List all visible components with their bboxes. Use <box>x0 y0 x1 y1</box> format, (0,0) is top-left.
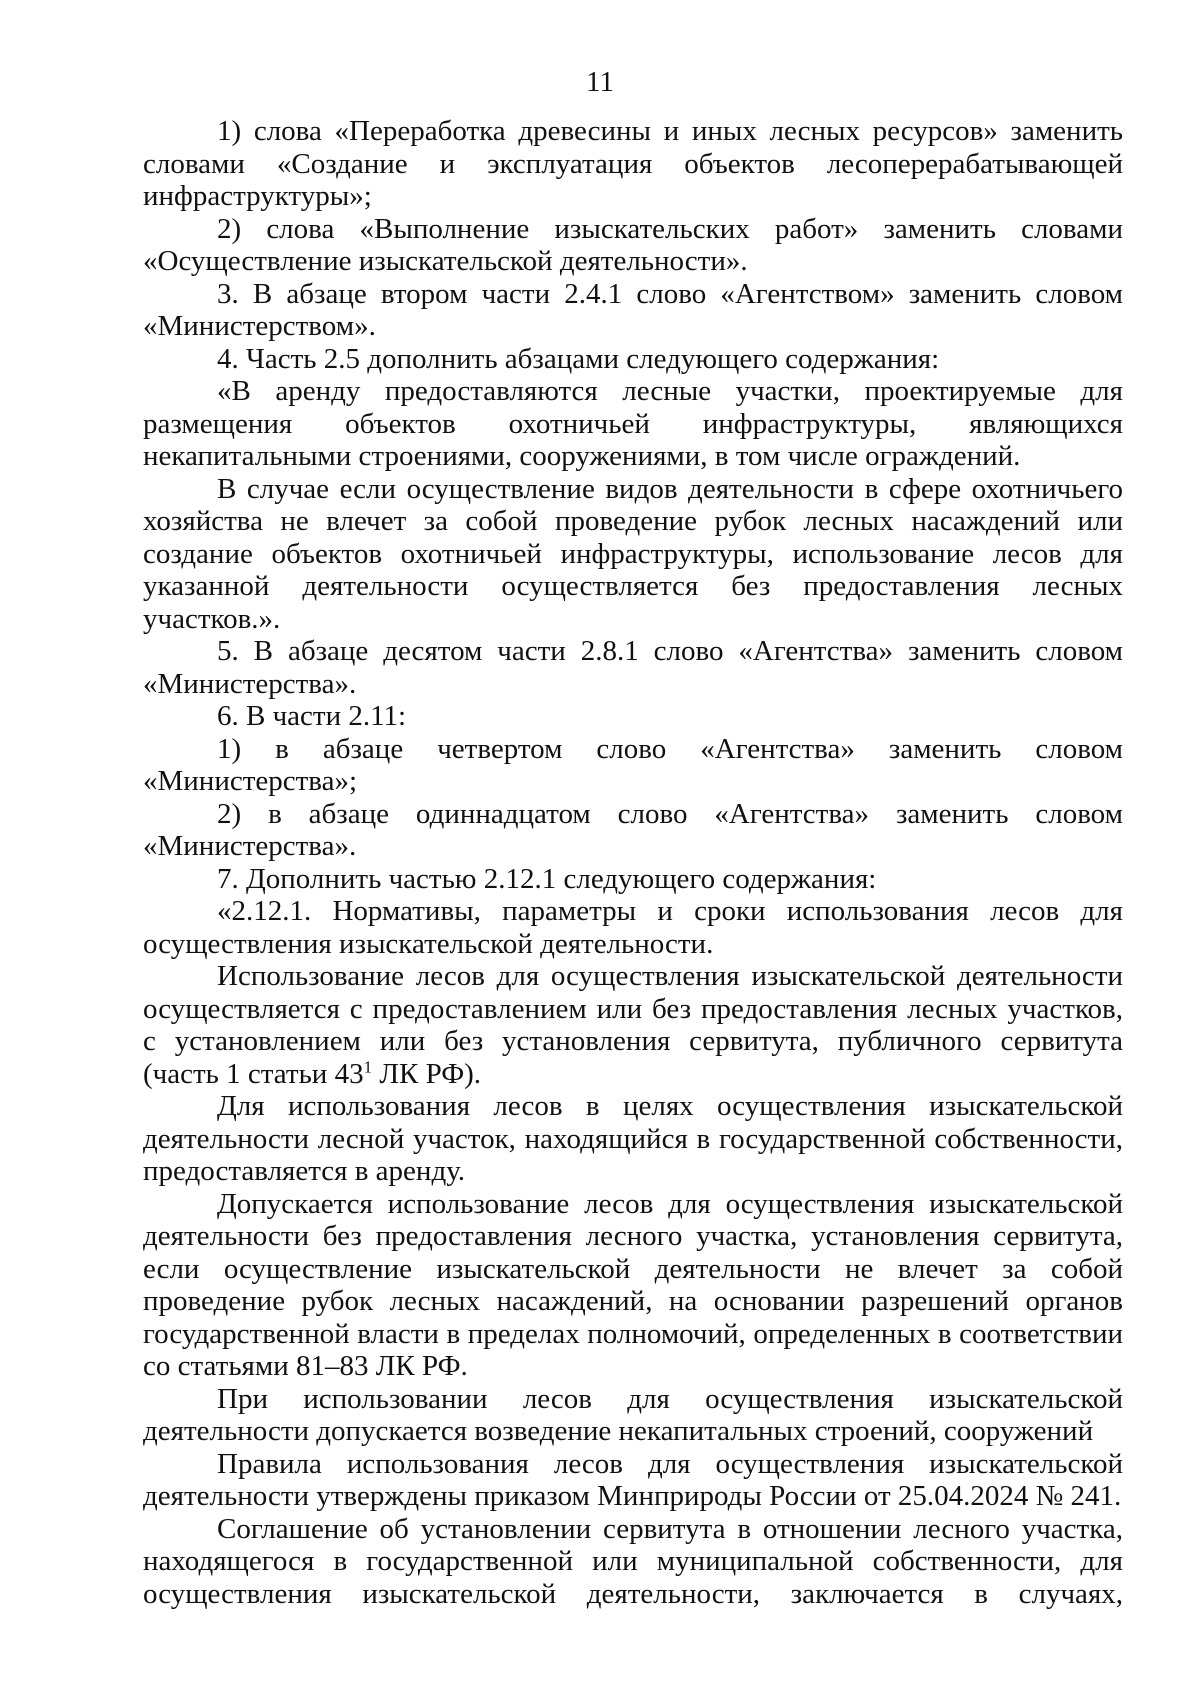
article-superscript: 1 <box>363 1056 373 1076</box>
paragraph: 1) в абзаце четвертом слово «Агентства» заменить словом «Министерства»; <box>143 732 1123 797</box>
paragraph: 2) в абзаце одиннадцатом слово «Агентства» заменить словом «Министерства». <box>143 797 1123 862</box>
paragraph: 3. В абзаце втором части 2.4.1 слово «Агентством» заменить словом «Министерством». <box>143 277 1123 342</box>
paragraph: 2) слова «Выполнение изыскательских работ» заменить словами «Осуществление изыскательской деятельности». <box>143 212 1123 277</box>
page-number: 11 <box>586 66 614 98</box>
paragraph: 1) слова «Переработка древесины и иных лесных ресурсов» заменить словами «Создание и эксплуатация объектов лесоперерабатывающей инфраструктуры»; <box>143 115 1123 212</box>
paragraph: Правила использования лесов для осуществления изыскательской деятельности утверждены приказом Минприроды России от 25.04.2024 № 241. <box>143 1447 1123 1512</box>
paragraph: 5. В абзаце десятом части 2.8.1 слово «Агентства» заменить словом «Министерства». <box>143 635 1123 700</box>
paragraph: 6. В части 2.11: <box>217 700 407 732</box>
paragraph: В случае если осуществление видов деятельности в сфере охотничьего хозяйства не влечет за собой проведение рубок лесных насаждений или создание объектов охотничьей инфраструктуры, использование лесов для указанной деятельности осуществляется без предоставления лесных участков.». <box>143 472 1123 635</box>
paragraph: «В аренду предоставляются лесные участки, проектируемые для размещения объектов охотничьей инфраструктуры, являющихся некапитальными строениями, сооружениями, в том числе ограждений. <box>143 375 1123 472</box>
document-body <box>143 115 1123 1610</box>
paragraph-tail: ЛК РФ). <box>372 1057 482 1090</box>
paragraph: Допускается использование лесов для осуществления изыскательской деятельности без предоставления лесного участка, установления сервитута, если осуществление изыскательской деятельности не влечет за собой проведение рубок лесных насаждений, на основании разрешений органов государственной власти в пределах полномочий, определенных в соответствии со статьями 81–83 ЛК РФ. <box>143 1187 1123 1382</box>
paragraph-with-footnote-reference <box>143 960 1123 1090</box>
paragraph: Соглашение об установлении сервитута в отношении лесного участка, находящегося в государственной или муниципальной собственности, для осуществления изыскательской деятельности, заключается в случаях, <box>143 1512 1123 1610</box>
paragraph: Для использования лесов в целях осуществления изыскательской деятельности лесной участок, находящийся в государственной собственности, предоставляется в аренду. <box>143 1090 1123 1187</box>
paragraph: При использовании лесов для осуществления изыскательской деятельности допускается возведение некапитальных строений, сооружений <box>143 1382 1123 1447</box>
paragraph: 4. Часть 2.5 дополнить абзацами следующего содержания: <box>217 342 940 375</box>
paragraph-text: Использование лесов для осуществления изыскательской деятельности осуществляется с предоставлением или без предоставления лесных участков, с установлением или без установления сервитута, публичного сервитута (часть 1 статьи 43 <box>143 960 1123 1090</box>
paragraph: 7. Дополнить частью 2.12.1 следующего содержания: <box>217 862 877 895</box>
paragraph: «2.12.1. Нормативы, параметры и сроки использования лесов для осуществления изыскательской деятельности. <box>143 895 1123 960</box>
